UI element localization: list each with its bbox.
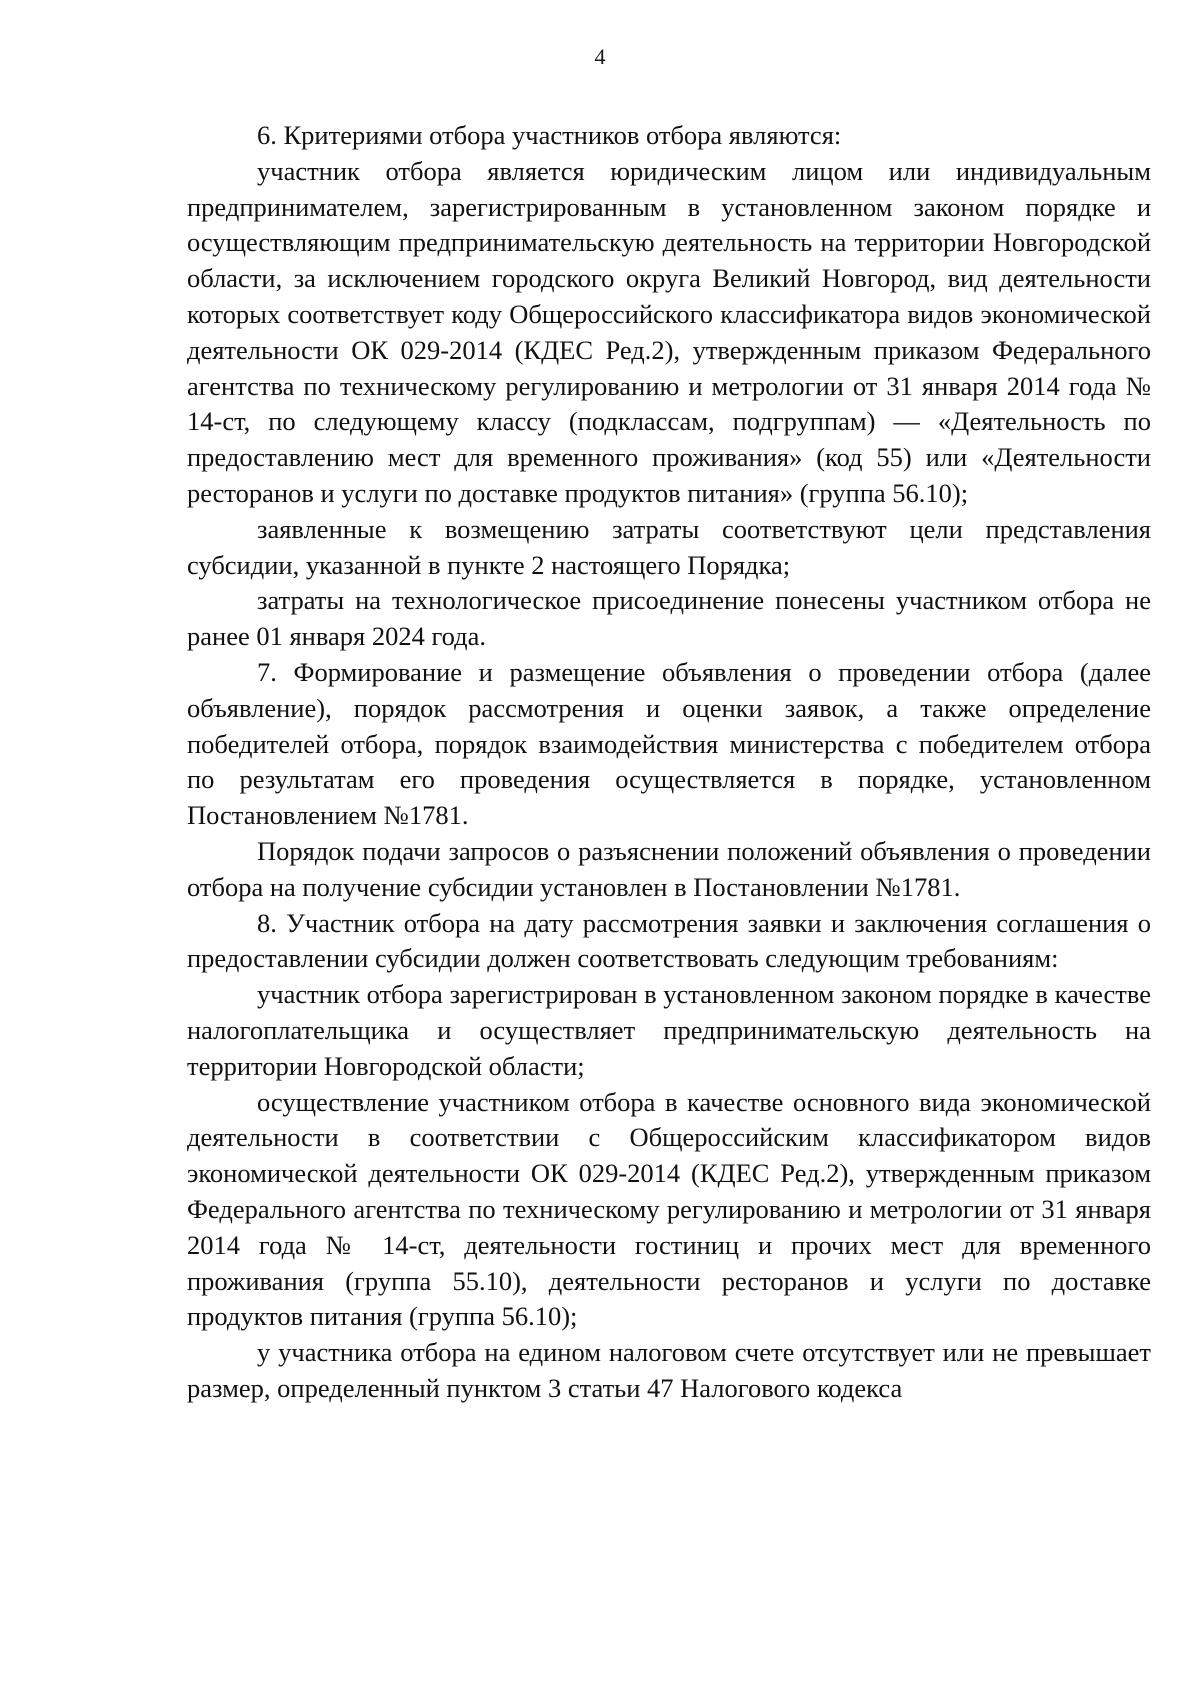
paragraph-clarification-requests: Порядок подачи запросов о разъяснении положений объявления о проведении отбора на получение субсидии установлен в Постановлении №1781. (187, 835, 1151, 902)
paragraph-criteria-heading: 6. Критериями отбора участников отбора являются: (257, 120, 842, 150)
paragraph-requirement-activity: осуществление участником отбора в качестве основного вида экономической деятельности в соответствии с Общероссийским классификатором видов экономической деятельности ОК 029-2014 (КДЕС Ред.2), утвержденным приказом Федерального агентства по техническому регулированию и метрологии от 31 января 2014 года № 14-ст, деятельности гостиниц и прочих мест для временного проживания (группа 55.10), деятельности ресторанов и услуги по доставке продуктов питания (группа 56.10); (187, 1086, 1151, 1332)
paragraph-requirement-tax-debt: у участника отбора на едином налоговом счете отсутствует или не превышает размер, определенный пунктом 3 статьи 47 Налогового кодекса (187, 1337, 1151, 1403)
paragraph-announcement-procedure: 7. Формирование и размещение объявления о проведении отбора (далее объявление), порядок рассмотрения и оценки заявок, а также определение победителей отбора, порядок взаимодействия министерства с победителем отбора по результатам его проведения осуществляется в порядке, установленном Постановлением №1781. (187, 656, 1151, 831)
paragraph-participant-requirements: 8. Участник отбора на дату рассмотрения заявки и заключения соглашения о предоставлении субсидии должен соответствовать следующим требованиям: (187, 907, 1151, 974)
document-text (187, 118, 1151, 1407)
paragraph-criteria-legal-entity: участник отбора является юридическим лицом или индивидуальным предпринимателем, зарегистрированным в установленном законом порядке и осуществляющим предпринимательскую деятельность на территории Новгородской области, за исключением городского округа Великий Новгород, вид деятельности которых соответствует коду Общероссийского классификатора видов экономической деятельности ОК 029-2014 (КДЕС Ред.2), утвержденным приказом Федерального агентства по техническому регулированию и метрологии от 31 января 2014 года № 14-ст, по следующему классу (подклассам, подгруппам) — «Деятельность по предоставлению мест для временного проживания» (код 55) или «Деятельности ресторанов и услуги по доставке продуктов питания» (группа 56.10); (187, 155, 1151, 508)
paragraph-criteria-costs-purpose: заявленные к возмещению затраты соответствуют цели представления субсидии, указанной в пункте 2 настоящего Порядка; (187, 513, 1151, 580)
paragraph-criteria-costs-date: затраты на технологическое присоединение понесены участником отбора не ранее 01 января 2024 года. (187, 585, 1151, 652)
paragraph-requirement-registration: участник отбора зарегистрирован в установленном законом порядке в качестве налогоплательщика и осуществляет предпринимательскую деятельность на территории Новгородской области; (187, 979, 1151, 1081)
page-number: 4 (594, 44, 606, 69)
